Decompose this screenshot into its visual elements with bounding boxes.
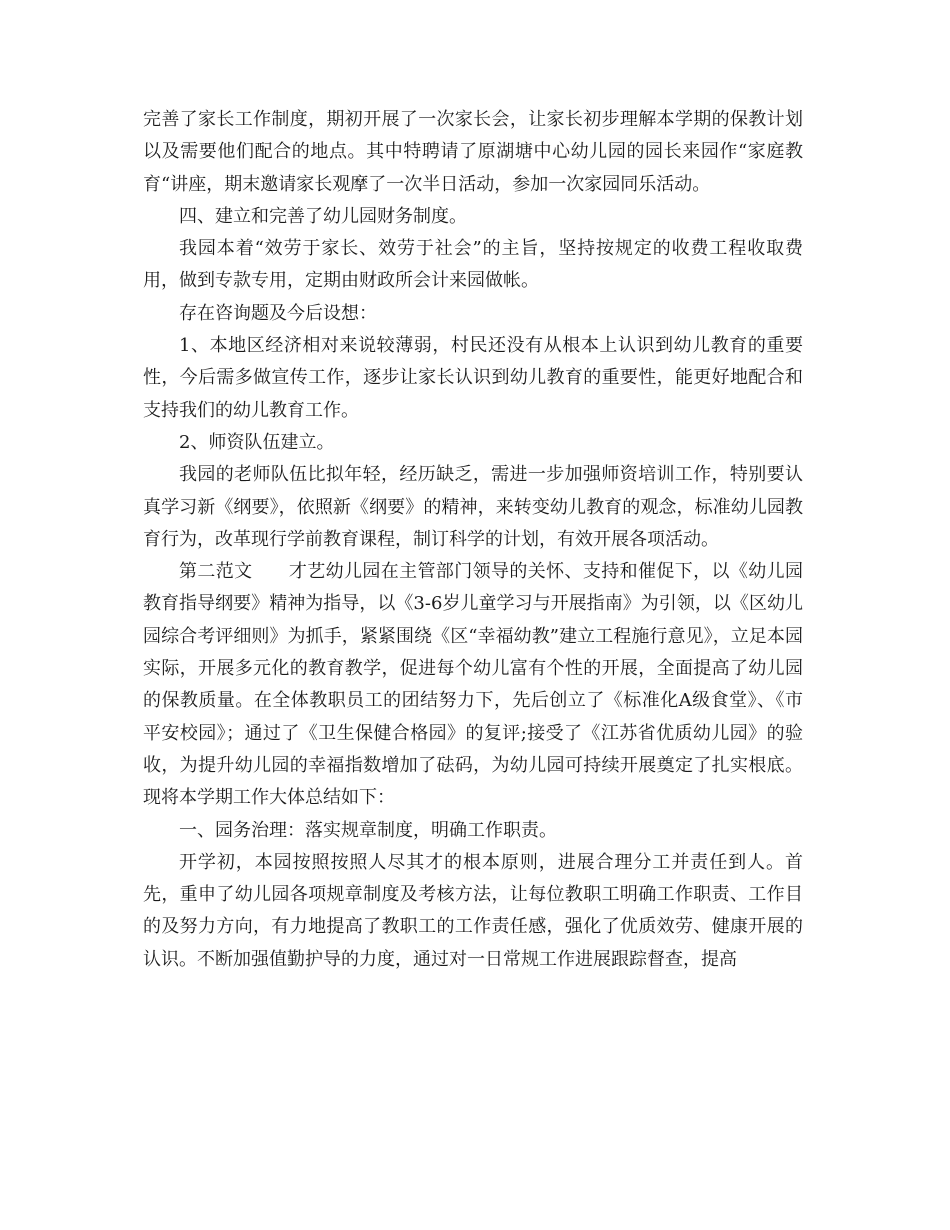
paragraph-second-sample: [143, 556, 803, 814]
paragraph-finance: 我园本着“效劳于家长、效劳于社会”的主旨，坚持按规定的收费工程收取费用，做到专款专用，定期由财政所会计来园做帐。: [143, 238, 803, 292]
section-label: 第二范文: [179, 561, 253, 583]
paragraph-problem-2: 2、师资队伍建立。: [179, 431, 335, 453]
paragraph-management-heading: 一、园务治理：落实规章制度，明确工作职责。: [179, 819, 557, 841]
paragraph-teachers: 我园的老师队伍比拟年轻，经历缺乏，需进一步加强师资培训工作，特别要认真学习新《纲要》，依照新《纲要》的精神，来转变幼儿教育的观念，标准幼儿园教育行为，改革现行学前教育课程，制订科学的计划，有效开展各项活动。: [143, 464, 803, 550]
paragraph-management: 开学初，本园按照按照人尽其才的根本原则，进展合理分工并责任到人。首先，重申了幼儿园各项规章制度及考核方法，让每位教职工明确工作职责、工作目的及努力方向，有力地提高了教职工的工作责任感，强化了优质效劳、健康开展的认识。不断加强值勤护导的力度，通过对一日常规工作进展跟踪督查，提高: [143, 851, 803, 970]
paragraph-problem-1: 1、本地区经济相对来说较薄弱，村民还没有从根本上认识到幼儿教育的重要性，今后需多做宣传工作，逐步让家长认识到幼儿教育的重要性，能更好地配合和支持我们的幼儿教育工作。: [143, 335, 803, 421]
document-body: [143, 104, 803, 976]
paragraph-parent-work: 完善了家长工作制度，期初开展了一次家长会，让家长初步理解本学期的保教计划以及需要他们配合的地点。其中特聘请了原湖塘中心幼儿园的园长来园作“家庭教育“讲座，期末邀请家长观摩了一次半日活动，参加一次家园同乐活动。: [143, 109, 803, 195]
paragraph-problems-heading: 存在咨询题及今后设想：: [179, 302, 377, 324]
section-text: 才艺幼儿园在主管部门领导的关怀、支持和催促下，以《幼儿园教育指导纲要》精神为指导，以《3-6岁儿童学习与开展指南》为引领，以《区幼儿园综合考评细则》为抓手，紧紧围绕《区“幸福幼教”建立工程施行意见》，立足本园实际，开展多元化的教育教学，促进每个幼儿富有个性的开展，全面提高了幼儿园的保教质量。在全体教职员工的团结努力下，先后创立了《标准化A级食堂》、《市平安校园》；通过了《卫生保健合格园》的复评;接受了《江苏省优质幼儿园》的验收，为提升幼儿园的幸福指数增加了砝码，为幼儿园可持续开展奠定了扎实根底。现将本学期工作大体总结如下：: [143, 561, 803, 809]
paragraph-finance-heading: 四、建立和完善了幼儿园财务制度。: [179, 205, 467, 227]
